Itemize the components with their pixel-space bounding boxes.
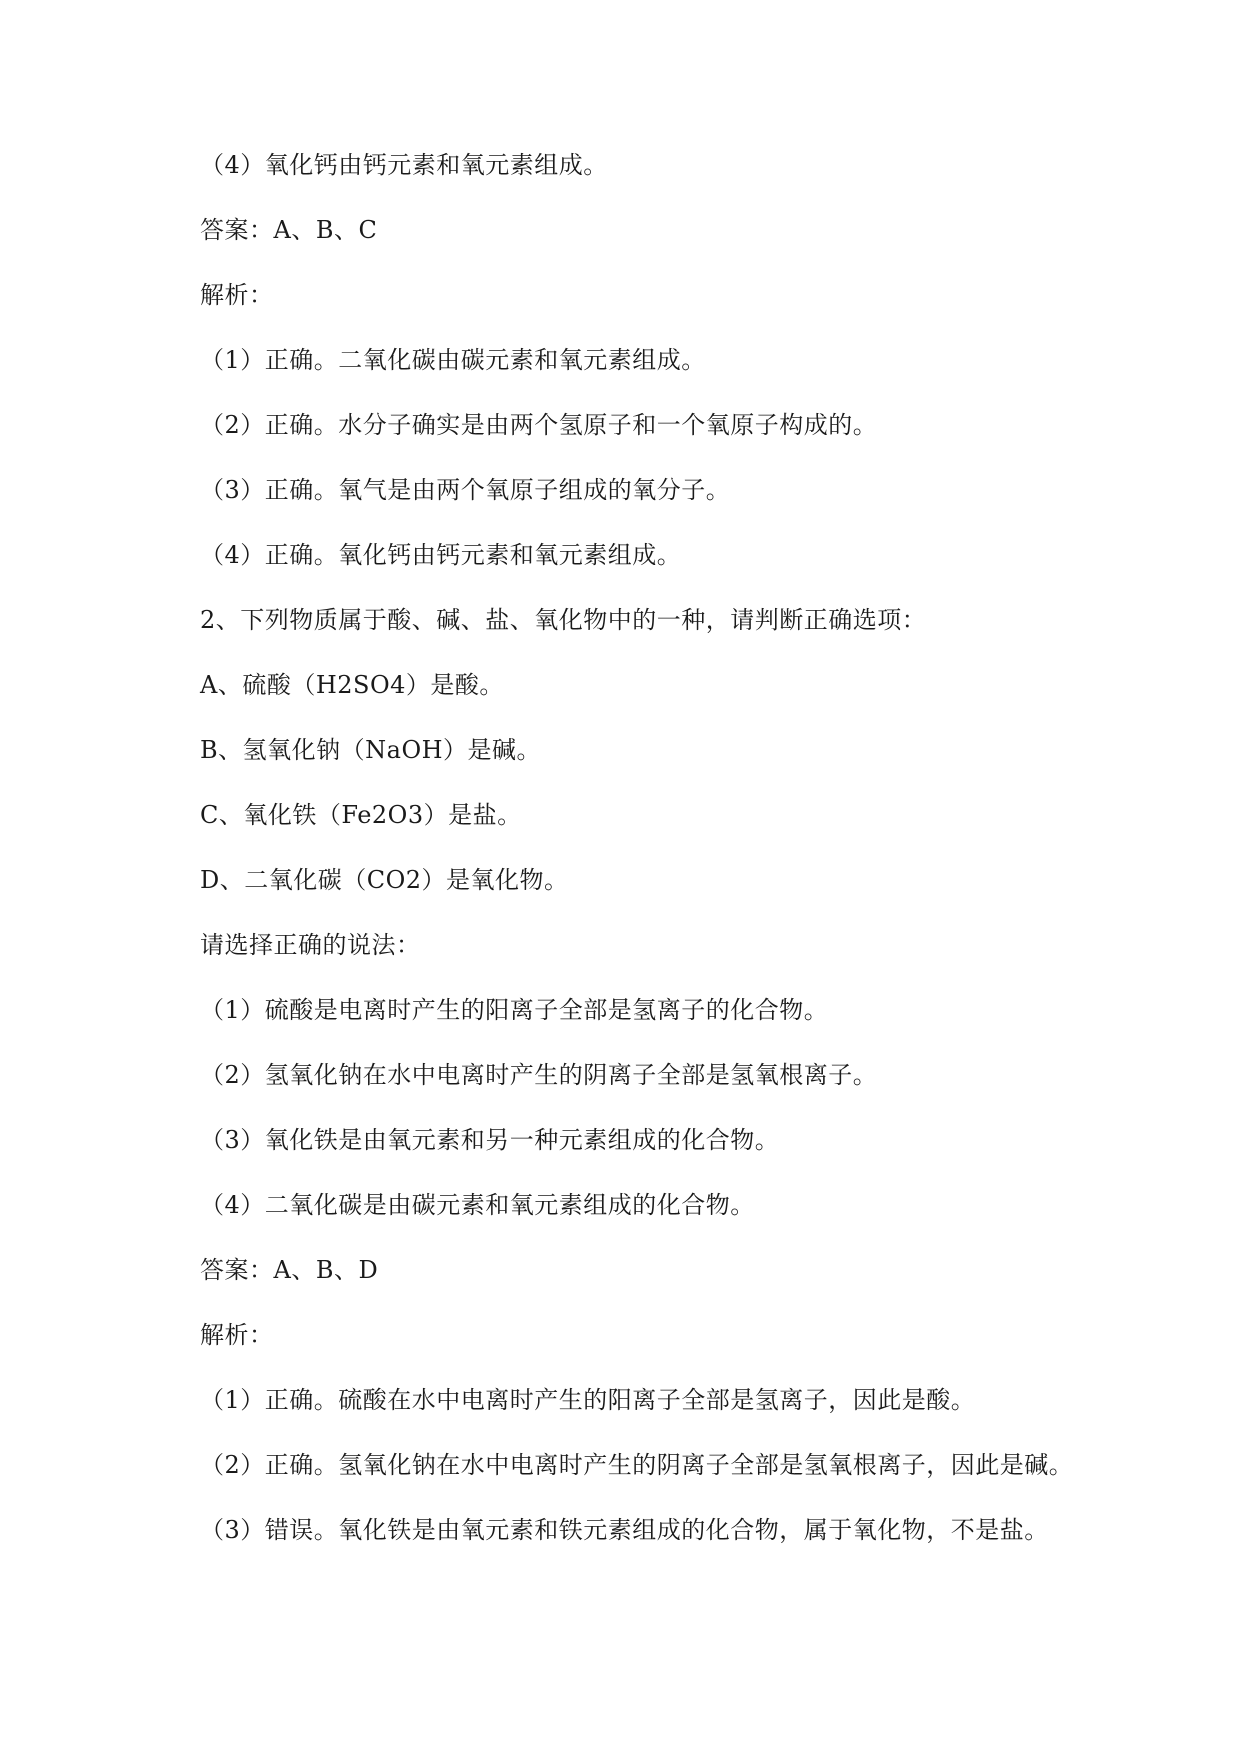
analysis-item-5: （1）正确。硫酸在水中电离时产生的阳离子全部是氢离子，因此是酸。 bbox=[200, 1386, 976, 1414]
question-2-title: 2、下列物质属于酸、碱、盐、氧化物中的一种，请判断正确选项： bbox=[200, 606, 927, 634]
prompt-line: 请选择正确的说法： bbox=[200, 931, 421, 959]
analysis-heading-1: 解析： bbox=[200, 281, 274, 309]
answer-line-2: 答案：A、B、D bbox=[200, 1256, 379, 1284]
analysis-heading-2: 解析： bbox=[200, 1321, 274, 1349]
statement-1: （1）硫酸是电离时产生的阳离子全部是氢离子的化合物。 bbox=[200, 996, 829, 1024]
option-a: A、硫酸（H2SO4）是酸。 bbox=[200, 671, 504, 699]
option-c: C、氧化铁（Fe2O3）是盐。 bbox=[200, 801, 522, 829]
analysis-item-7: （3）错误。氧化铁是由氧元素和铁元素组成的化合物，属于氧化物，不是盐。 bbox=[200, 1516, 1049, 1544]
analysis-item-4: （4）正确。氧化钙由钙元素和氧元素组成。 bbox=[200, 541, 682, 569]
statement-4: （4）二氧化碳是由碳元素和氧元素组成的化合物。 bbox=[200, 1191, 755, 1219]
option-b: B、氢氧化钠（NaOH）是碱。 bbox=[200, 736, 542, 764]
analysis-item-6: （2）正确。氢氧化钠在水中电离时产生的阴离子全部是氢氧根离子，因此是碱。 bbox=[200, 1451, 1074, 1479]
analysis-item-3: （3）正确。氧气是由两个氧原子组成的氧分子。 bbox=[200, 476, 731, 504]
statement-2: （2）氢氧化钠在水中电离时产生的阴离子全部是氢氧根离子。 bbox=[200, 1061, 878, 1089]
analysis-item-1: （1）正确。二氧化碳由碳元素和氧元素组成。 bbox=[200, 346, 706, 374]
answer-line-1: 答案：A、B、C bbox=[200, 216, 378, 244]
analysis-item-2: （2）正确。水分子确实是由两个氢原子和一个氧原子构成的。 bbox=[200, 411, 878, 439]
statement-3: （3）氧化铁是由氧元素和另一种元素组成的化合物。 bbox=[200, 1126, 780, 1154]
option-d: D、二氧化碳（CO2）是氧化物。 bbox=[200, 866, 569, 894]
text-line-1: （4）氧化钙由钙元素和氧元素组成。 bbox=[200, 151, 608, 179]
